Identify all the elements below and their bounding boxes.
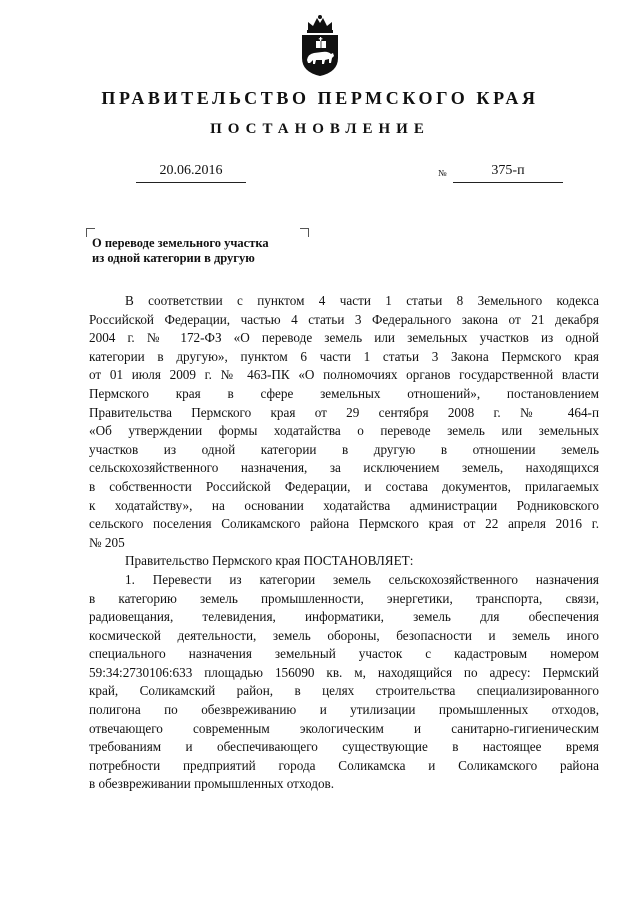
government-title: ПРАВИТЕЛЬСТВО ПЕРМСКОГО КРАЯ	[101, 88, 539, 108]
document-number: 375-п	[491, 163, 525, 178]
body-line: В соответствии с пунктом 4 части 1 статьи 8 Земельного кодекса	[125, 293, 599, 308]
body-line: 2004 г. № 172-ФЗ «О переводе земель или земельных участков из одной	[89, 330, 599, 346]
body-line: требованиям и обеспечивающего существующие в настоящее время	[89, 739, 599, 755]
body-line: категории в другую», пунктом 6 части 1 статьи 3 Закона Пермского края	[89, 348, 599, 364]
number-field	[453, 163, 563, 185]
body-line: к ходатайству», на основании ходатайства администрации Родниковского	[89, 497, 599, 513]
body-line: радиовещания, телевидения, информатики, земель для обеспечения	[89, 609, 599, 625]
document-subject	[92, 236, 332, 266]
body-line: полигона по обезвреживанию и утилизации промышленных отходов,	[89, 702, 599, 718]
body-line: 1. Перевести из категории земель сельскохозяйственного назначения	[125, 571, 599, 587]
body-line: сельскохозяйственного назначения, за исключением земель, находящихся	[89, 460, 599, 476]
body-line: от 01 июля 2009 г. № 463-ПК «О полномочиях органов государственной власти	[89, 367, 599, 383]
body-line: Пермского края в сфере земельных отношений», постановлением	[89, 385, 599, 401]
body-line: край, Соликамский район, в целях строительства специализированного	[89, 683, 599, 699]
date-underline	[136, 182, 246, 183]
body-line: Российской Федерации, частью 4 статьи 3 Федерального закона от 21 декабря	[89, 311, 599, 327]
body-line: «Об утверждении формы ходатайства о переводе земель или земельных	[89, 423, 599, 439]
body-line: 59:34:2730106:633 площадью 156090 кв. м, находящийся по адресу: Пермский	[89, 664, 599, 680]
document-date: 20.06.2016	[159, 163, 223, 178]
body-line: в обезвреживании промышленных отходов.	[89, 776, 335, 792]
document-body	[89, 292, 599, 794]
body-line: участков из одной категории в другую в отношении земель	[89, 441, 599, 457]
body-line: космической деятельности, земель обороны, безопасности и земель иного	[89, 627, 599, 643]
subject-line: О переводе земельного участка	[92, 236, 269, 250]
number-underline	[453, 182, 563, 183]
body-line: в собственности Российской Федерации, и состава документов, прилагаемых	[89, 478, 599, 494]
subject-line: из одной категории в другую	[92, 251, 255, 265]
body-line: Правительства Пермского края от 29 сентября 2008 г. № 464-п	[89, 404, 599, 420]
body-line: специального назначения земельный участок с кадастровым номером	[89, 646, 599, 662]
body-line: № 205	[89, 534, 125, 550]
number-sign: №	[438, 168, 447, 178]
body-line: Правительство Пермского края ПОСТАНОВЛЯЕТ:	[125, 553, 414, 569]
body-line: в категорию земель промышленности, энергетики, транспорта, связи,	[89, 590, 599, 606]
perm-krai-coat-of-arms-icon	[298, 14, 342, 78]
body-line: сельского поселения Соликамского района Пермского края от 22 апреля 2016 г.	[89, 516, 599, 532]
body-line: потребности предприятий города Соликамска и Соликамского района	[89, 757, 599, 773]
body-line: отвечающего современным экологическим и санитарно-гигиеническим	[89, 720, 599, 736]
date-field	[136, 163, 246, 185]
document-type: ПОСТАНОВЛЕНИЕ	[210, 121, 430, 137]
